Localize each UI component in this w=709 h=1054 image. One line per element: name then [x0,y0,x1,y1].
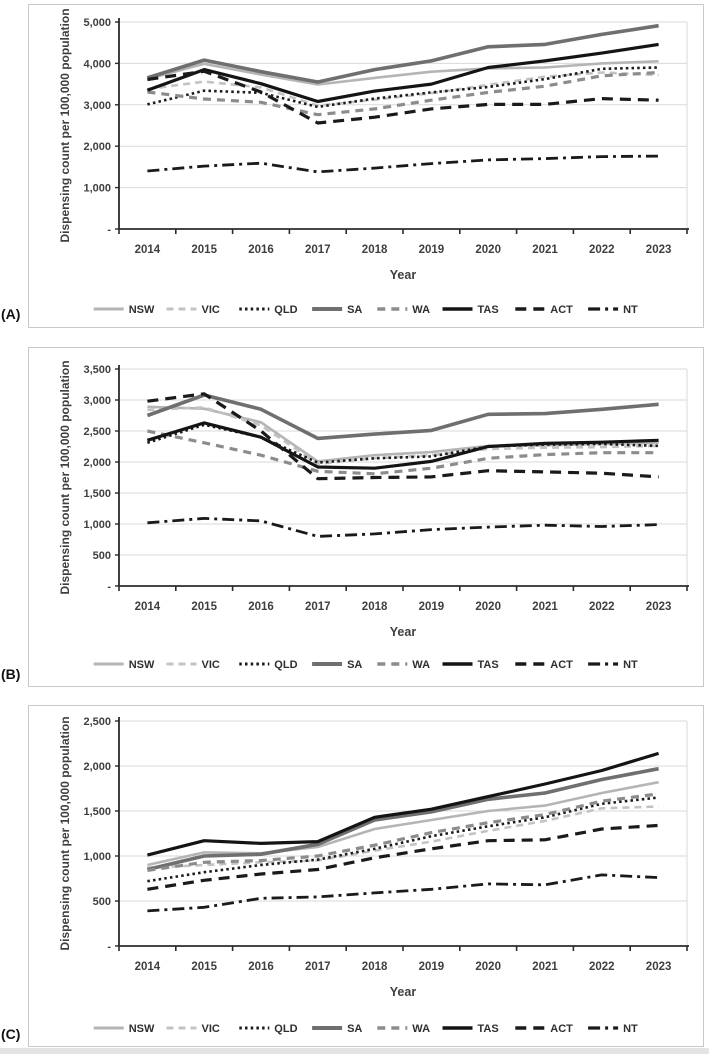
x-tick-label: 2021 [532,601,558,613]
y-tick-label: 1,000 [83,182,111,195]
legend-label-vic: VIC [201,1023,220,1035]
x-axis-title: Year [389,985,417,999]
legend-label-nt: NT [623,659,638,671]
chart-panel-c [28,705,704,1047]
x-tick-label: 2017 [305,601,331,613]
x-tick-label: 2022 [589,961,615,973]
x-tick-label: 2014 [134,244,161,256]
x-tick-label: 2018 [361,961,388,973]
x-tick-label: 2021 [532,961,558,973]
chart-panel-a [28,4,704,328]
y-tick-label: - [107,941,111,953]
x-axis-title: Year [389,268,417,282]
legend-label-sa: SA [347,304,363,316]
y-tick-label: 1,000 [83,851,111,863]
chart-panel-b [28,347,704,687]
y-tick-label: 2,000 [83,457,111,469]
legend-label-nsw: NSW [128,659,155,671]
legend-label-qld: QLD [274,1023,298,1035]
legend-label-nt: NT [623,304,638,316]
legend-label-nt: NT [623,1023,638,1035]
series-line-nt [147,156,658,172]
y-tick-label: 4,000 [83,58,111,71]
series-line-nt [147,518,658,536]
legend-label-vic: VIC [201,304,220,316]
panel-label-b: (B) [1,666,21,682]
y-tick-label: 1,500 [83,806,111,818]
line-chart-a [29,5,703,327]
x-tick-label: 2015 [191,244,217,256]
legend-label-nsw: NSW [128,1023,155,1035]
panel-label-c: (C) [1,1026,21,1042]
y-tick-label: 2,000 [83,141,111,154]
series-line-vic [147,407,658,464]
legend-label-act: ACT [550,659,573,671]
legend-label-act: ACT [550,304,573,316]
x-tick-label: 2019 [418,601,445,613]
y-tick-label: - [107,581,111,593]
x-tick-label: 2019 [418,244,445,256]
legend-label-qld: QLD [274,659,298,671]
line-chart-c [29,706,703,1046]
x-tick-label: 2020 [475,961,501,973]
x-tick-label: 2016 [248,601,274,613]
y-axis-title: Dispensing count per 100,000 population [58,716,72,951]
y-tick-label: 3,000 [83,395,111,407]
x-tick-label: 2017 [305,244,331,256]
x-tick-label: 2014 [134,961,161,973]
x-tick-label: 2022 [589,244,615,256]
y-tick-label: - [107,224,111,236]
y-tick-label: 2,500 [83,426,111,438]
legend-label-tas: TAS [477,659,499,671]
legend-label-vic: VIC [201,659,220,671]
y-axis-title: Dispensing count per 100,000 population [58,360,72,595]
x-tick-label: 2020 [475,244,501,256]
x-tick-label: 2023 [645,961,672,973]
x-tick-label: 2021 [532,244,558,256]
x-tick-label: 2019 [418,961,445,973]
x-tick-label: 2017 [305,961,331,973]
legend-label-sa: SA [347,659,363,671]
x-tick-label: 2023 [645,244,672,256]
y-tick-label: 500 [92,550,111,562]
y-axis-title: Dispensing count per 100,000 population [58,8,72,243]
legend-label-wa: WA [412,1023,431,1035]
x-tick-label: 2018 [361,244,388,256]
series-line-nt [147,875,658,911]
y-tick-label: 1,000 [83,519,111,531]
panel-label-a: (A) [1,306,21,322]
y-tick-label: 3,000 [83,99,111,112]
x-tick-label: 2016 [248,961,274,973]
legend-label-qld: QLD [274,304,298,316]
y-tick-label: 5,000 [83,17,111,29]
legend-label-nsw: NSW [128,304,155,316]
x-tick-label: 2022 [589,601,615,613]
legend-label-wa: WA [412,659,431,671]
x-axis-title: Year [389,625,417,639]
y-tick-label: 2,000 [83,761,111,773]
x-tick-label: 2015 [191,601,217,613]
line-chart-b [29,348,703,686]
legend-label-tas: TAS [477,1023,499,1035]
scan-edge-band [0,1048,709,1054]
y-tick-label: 3,500 [83,364,111,376]
x-tick-label: 2014 [134,601,161,613]
legend-label-sa: SA [347,1023,363,1035]
y-tick-label: 500 [92,896,111,908]
y-tick-label: 2,500 [83,716,111,728]
legend-label-tas: TAS [477,304,499,316]
legend-label-act: ACT [550,1023,573,1035]
series-line-sa [147,395,658,438]
x-tick-label: 2018 [361,601,388,613]
x-tick-label: 2015 [191,961,217,973]
x-tick-label: 2016 [248,244,274,256]
x-tick-label: 2020 [475,601,501,613]
y-tick-label: 1,500 [83,488,111,500]
x-tick-label: 2023 [645,601,672,613]
legend-label-wa: WA [412,304,431,316]
